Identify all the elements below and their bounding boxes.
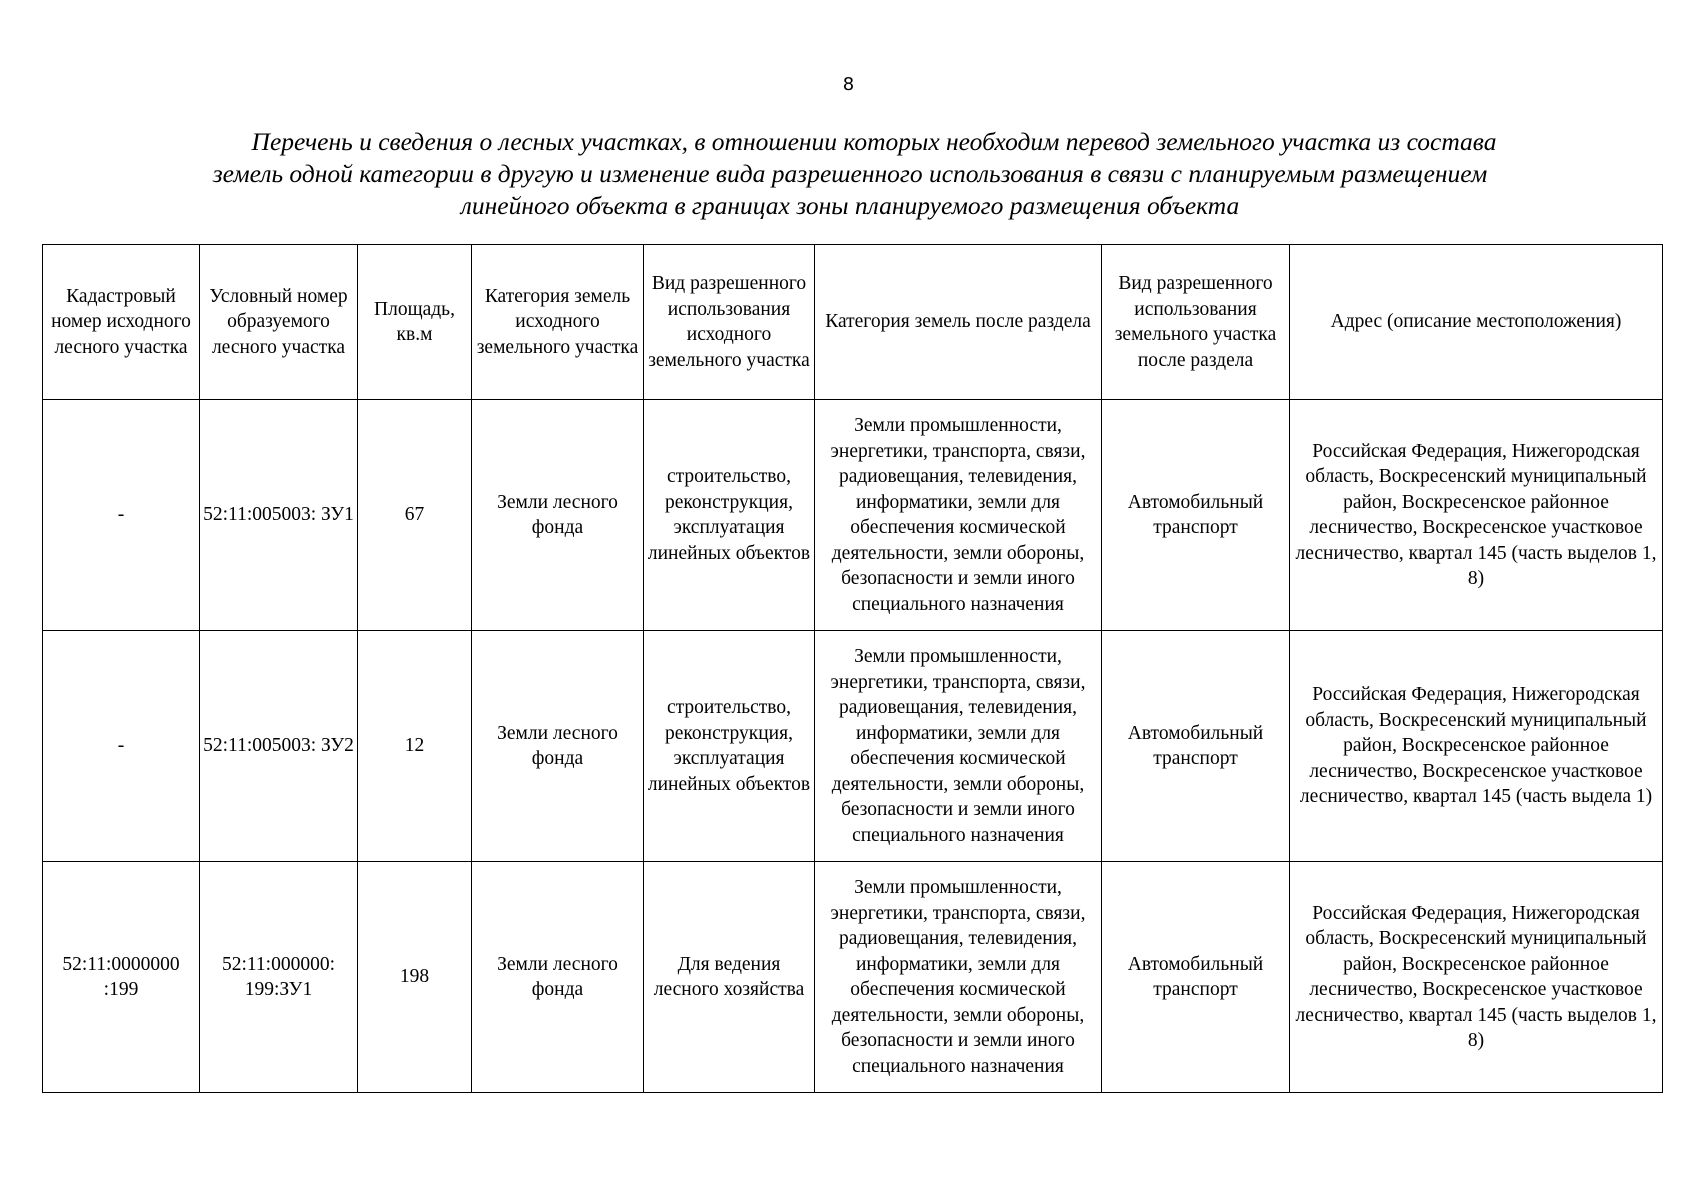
cell-address: Российская Федерация, Нижегородская область, Воскресенский муниципальный район, Воскресенское районное лесничество, Воскресенское участковое лесничество, квартал 145 (часть выделов 1, 8)	[1290, 862, 1663, 1093]
header-conditional-number: Условный номер образуемого лесного участка	[200, 245, 358, 400]
header-area: Площадь, кв.м	[358, 245, 472, 400]
table-row	[43, 631, 1663, 862]
header-use-after: Вид разрешенного использования земельного участка после раздела	[1102, 245, 1290, 400]
cell-use-after: Автомобильный транспорт	[1102, 400, 1290, 631]
cell-source-use: Для ведения лесного хозяйства	[644, 862, 815, 1093]
cell-cadastral-number: 52:11:0000000 :199	[43, 862, 200, 1093]
forest-plots-table	[42, 244, 1663, 1093]
cell-source-category: Земли лесного фонда	[472, 631, 644, 862]
cell-source-category: Земли лесного фонда	[472, 400, 644, 631]
table-row	[43, 862, 1663, 1093]
cell-conditional-number: 52:11:005003: ЗУ2	[200, 631, 358, 862]
cell-cadastral-number: -	[43, 631, 200, 862]
title-line-1: Перечень и сведения о лесных участках, в отношении которых необходим перевод земельного участка из состава	[251, 127, 1497, 156]
cell-category-after: Земли промышленности, энергетики, транспорта, связи, радиовещания, телевидения, информатики, земли для обеспечения космической деятельности, земли обороны, безопасности и земли иного специального назначения	[815, 862, 1102, 1093]
title-line-3: линейного объекта в границах зоны планируемого размещения объекта	[460, 191, 1240, 220]
cell-category-after: Земли промышленности, энергетики, транспорта, связи, радиовещания, телевидения, информатики, земли для обеспечения космической деятельности, земли обороны, безопасности и земли иного специального назначения	[815, 400, 1102, 631]
cell-area: 12	[358, 631, 472, 862]
header-category-after: Категория земель после раздела	[815, 245, 1102, 400]
cell-source-use: строительство, реконструкция, эксплуатация линейных объектов	[644, 400, 815, 631]
page-number: 8	[842, 74, 855, 95]
cell-address: Российская Федерация, Нижегородская область, Воскресенский муниципальный район, Воскресенское районное лесничество, Воскресенское участковое лесничество, квартал 145 (часть выделов 1, 8)	[1290, 400, 1663, 631]
cell-conditional-number: 52:11:005003: ЗУ1	[200, 400, 358, 631]
header-source-use: Вид разрешенного использования исходного земельного участка	[644, 245, 815, 400]
cell-source-category: Земли лесного фонда	[472, 862, 644, 1093]
table-row	[43, 400, 1663, 631]
cell-area: 67	[358, 400, 472, 631]
header-address: Адрес (описание местоположения)	[1290, 245, 1663, 400]
document-title	[130, 126, 1570, 222]
cell-source-use: строительство, реконструкция, эксплуатация линейных объектов	[644, 631, 815, 862]
cell-conditional-number: 52:11:000000: 199:ЗУ1	[200, 862, 358, 1093]
table-header-row	[43, 245, 1663, 400]
cell-address: Российская Федерация, Нижегородская область, Воскресенский муниципальный район, Воскресенское районное лесничество, Воскресенское участковое лесничество, квартал 145 (часть выдела 1)	[1290, 631, 1663, 862]
cell-cadastral-number: -	[43, 400, 200, 631]
cell-use-after: Автомобильный транспорт	[1102, 862, 1290, 1093]
header-source-category: Категория земель исходного земельного участка	[472, 245, 644, 400]
title-line-2: земель одной категории в другую и изменение вида разрешенного использования в связи с планируемым размещением	[212, 159, 1488, 188]
cell-area: 198	[358, 862, 472, 1093]
header-cadastral-number: Кадастровый номер исходного лесного участка	[43, 245, 200, 400]
cell-category-after: Земли промышленности, энергетики, транспорта, связи, радиовещания, телевидения, информатики, земли для обеспечения космической деятельности, земли обороны, безопасности и земли иного специального назначения	[815, 631, 1102, 862]
cell-use-after: Автомобильный транспорт	[1102, 631, 1290, 862]
